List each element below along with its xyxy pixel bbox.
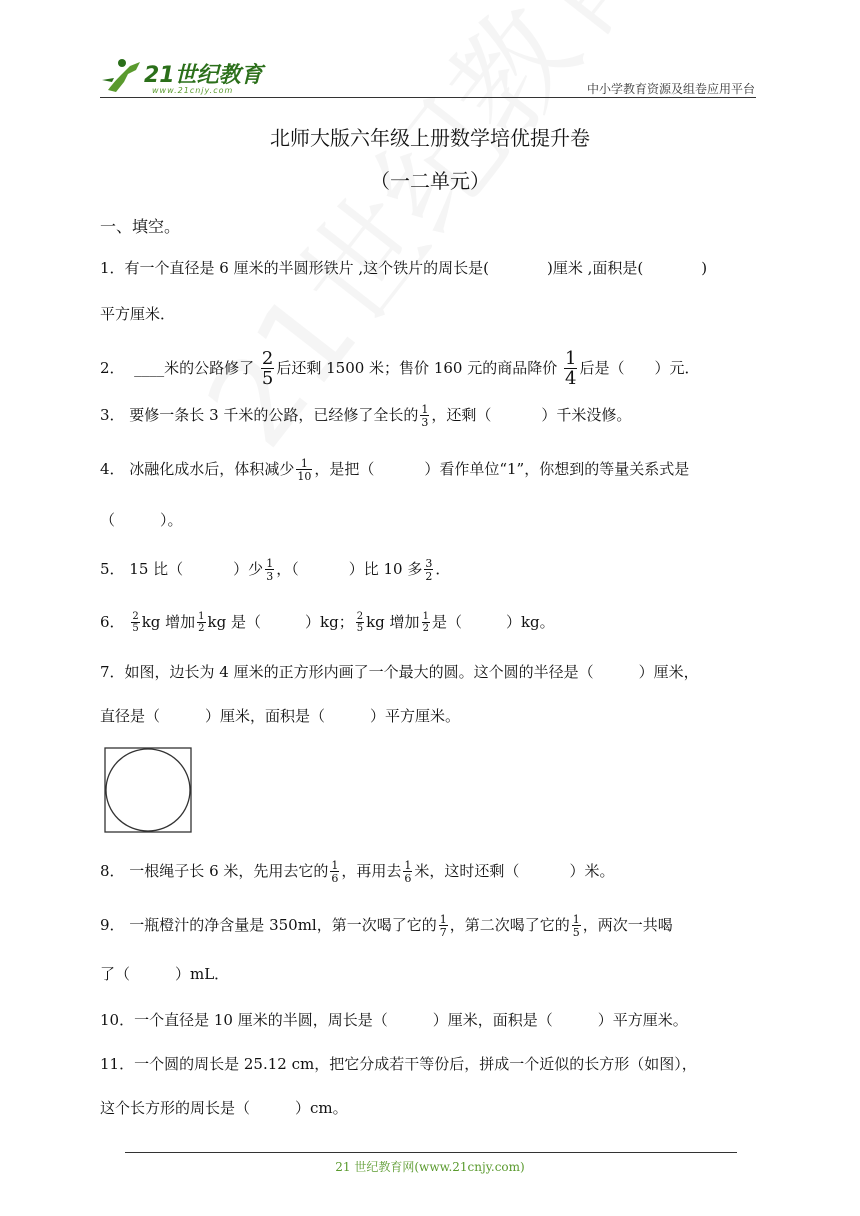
question-7-line2: 直径是（ ）厘米，面积是（ ）平方厘米。 bbox=[100, 707, 461, 725]
header-rule bbox=[100, 97, 756, 98]
question-10: 10．一个直径是 10 厘米的半圆，周长是（ ）厘米，面积是（ ）平方厘米。 bbox=[100, 1011, 688, 1029]
runner-icon bbox=[100, 56, 144, 96]
question-11: 11．一个圆的周长是 25.12 cm，把它分成若干等份后，拼成一个近似的长方形（如图）， bbox=[100, 1055, 697, 1073]
question-4-line2: （ ）。 bbox=[100, 511, 183, 529]
fraction: $\frac{1}{5}$ bbox=[572, 913, 580, 939]
question-1: 1．有一个直径是 6 厘米的半圆形铁片 ,这个铁片的周长是( )厘米 ,面积是( ) bbox=[100, 259, 708, 277]
footer-text: 21 世纪教育网(www.21cnjy.com) bbox=[335, 1160, 525, 1174]
fraction: $\frac{1}{3}$ bbox=[266, 557, 274, 583]
question-2: 2． ____米的公路修了 $\frac{2}{5}$ 后还剩 1500 米；售价 160 元的商品降价 $\frac{1}{4}$ 后是（ ）元． bbox=[100, 348, 700, 389]
fraction: $\frac{2}{5}$ bbox=[132, 611, 139, 634]
square-circle-figure bbox=[104, 747, 192, 833]
logo bbox=[100, 56, 280, 98]
fraction: $\frac{3}{2}$ bbox=[425, 557, 433, 583]
fraction: $\frac{2}{5}$ bbox=[356, 611, 364, 634]
fraction: $\frac{1}{3}$ bbox=[421, 403, 429, 429]
fraction: $\frac{2}{5}$ bbox=[261, 348, 274, 389]
question-5: 5． 15 比（ ）少 $\frac{1}{3}$ ，（ ）比 10 多 $\frac{3}{2}$ ． bbox=[100, 557, 451, 583]
footer-rule bbox=[125, 1152, 737, 1153]
question-8: 8． 一根绳子长 6 米，先用去它的 $\frac{1}{6}$ ，再用去 $\frac{1}{6}$ 米，这时还剩（ ）米。 bbox=[100, 859, 615, 885]
fraction: $\frac{1}{6}$ bbox=[404, 859, 412, 885]
question-3: 3． 要修一条长 3 千米的公路，已经修了全长的 $\frac{1}{3}$ ，还剩（ ）千米没修。 bbox=[100, 403, 632, 429]
fraction: $\frac{1}{2}$ bbox=[422, 611, 429, 634]
question-9-line2: 了（ ）mL． bbox=[100, 965, 230, 983]
platform-name: 中小学教育资源及组卷应用平台 bbox=[586, 82, 755, 96]
fraction: $\frac{1}{10}$ bbox=[297, 457, 312, 483]
question-4: 4． 冰融化成水后，体积减少 $\frac{1}{10}$ ，是把（ ）看作单位“1”，你想到的等量关系式是 bbox=[100, 457, 690, 483]
logo-url: www.21cnjy.com bbox=[152, 86, 234, 95]
logo-text: 21世纪教育 bbox=[144, 63, 263, 88]
page-subtitle: （一二单元） bbox=[370, 169, 490, 193]
page-title: 北师大版六年级上册数学培优提升卷 bbox=[270, 126, 590, 150]
fraction: $\frac{1}{7}$ bbox=[439, 913, 447, 939]
question-6: 6． $\frac{2}{5}$ kg 增加 $\frac{1}{2}$ kg 是（ ）kg； $\frac{2}{5}$ kg 增加 $\frac{1}{2}$ 是（ ）kg。 bbox=[100, 611, 555, 634]
fraction: $\frac{1}{2}$ bbox=[198, 611, 205, 634]
question-1-line2: 平方厘米． bbox=[100, 305, 176, 323]
question-11-line2: 这个长方形的周长是（ ）cm。 bbox=[100, 1099, 348, 1117]
section-heading: 一、填空。 bbox=[100, 217, 181, 236]
question-7: 7．如图，边长为 4 厘米的正方形内画了一个最大的圆。这个圆的半径是（ ）厘米， bbox=[100, 663, 699, 681]
fraction: $\frac{1}{6}$ bbox=[331, 859, 339, 885]
question-9: 9． 一瓶橙汁的净含量是 350ml，第一次喝了它的 $\frac{1}{7}$ ，第二次喝了它的 $\frac{1}{5}$ ，两次一共喝 bbox=[100, 913, 673, 939]
fraction: $\frac{1}{4}$ bbox=[565, 348, 577, 389]
